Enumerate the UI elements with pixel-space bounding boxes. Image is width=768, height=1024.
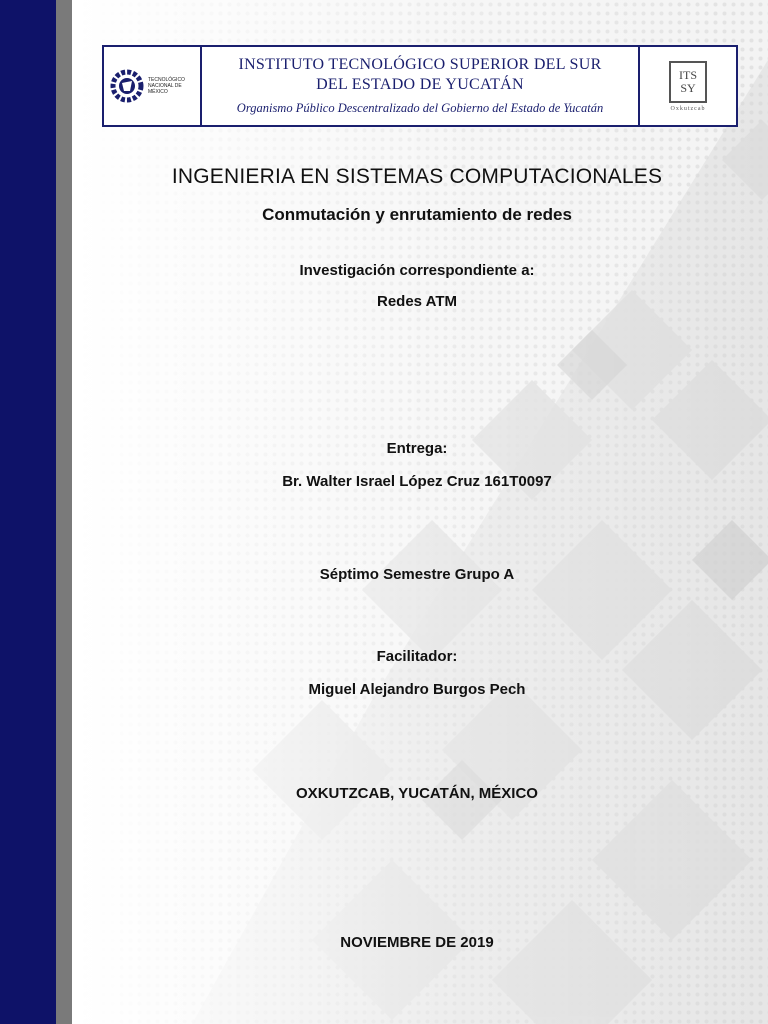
left-navy-bar [0,0,56,1024]
organism-description: Organismo Público Descentralizado del Gobierno del Estado de Yucatán [236,101,604,115]
semester-group: Séptimo Semestre Grupo A [319,566,515,583]
facilitator-name: Miguel Alejandro Burgos Pech [308,681,526,698]
itssy-logo-caption: Oxkutzcab [670,105,706,112]
itssy-logo-line1: ITS [679,67,697,82]
institute-name-line1: INSTITUTO TECNOLÓGICO SUPERIOR DEL SUR [238,56,602,73]
institute-name-line2: DEL ESTADO DE YUCATÁN [316,76,524,93]
gear-eagle-icon [110,63,144,109]
facilitator-label: Facilitador: [376,648,458,665]
location: OXKUTZCAB, YUCATÁN, MÉXICO [296,785,538,802]
institution-title [202,47,638,125]
research-label: Investigación correspondiente a: [299,262,535,279]
tecnm-logo [104,47,202,125]
left-gray-bar [56,0,72,1024]
itssy-logo-box [669,61,707,103]
tecnm-logo-text: TECNOLÓGICO NACIONAL DE MÉXICO [148,77,185,95]
delivery-date: NOVIEMBRE DE 2019 [340,934,494,951]
subject-title: Conmutación y enrutamiento de redes [262,205,572,224]
student-name: Br. Walter Israel López Cruz 161T0097 [282,473,552,490]
itssy-logo [638,47,736,125]
research-topic: Redes ATM [376,293,457,310]
career-title: INGENIERIA EN SISTEMAS COMPUTACIONALES [171,165,663,188]
institution-header [102,45,738,127]
itssy-logo-line2: SY [680,80,696,95]
delivery-label: Entrega: [386,440,448,457]
